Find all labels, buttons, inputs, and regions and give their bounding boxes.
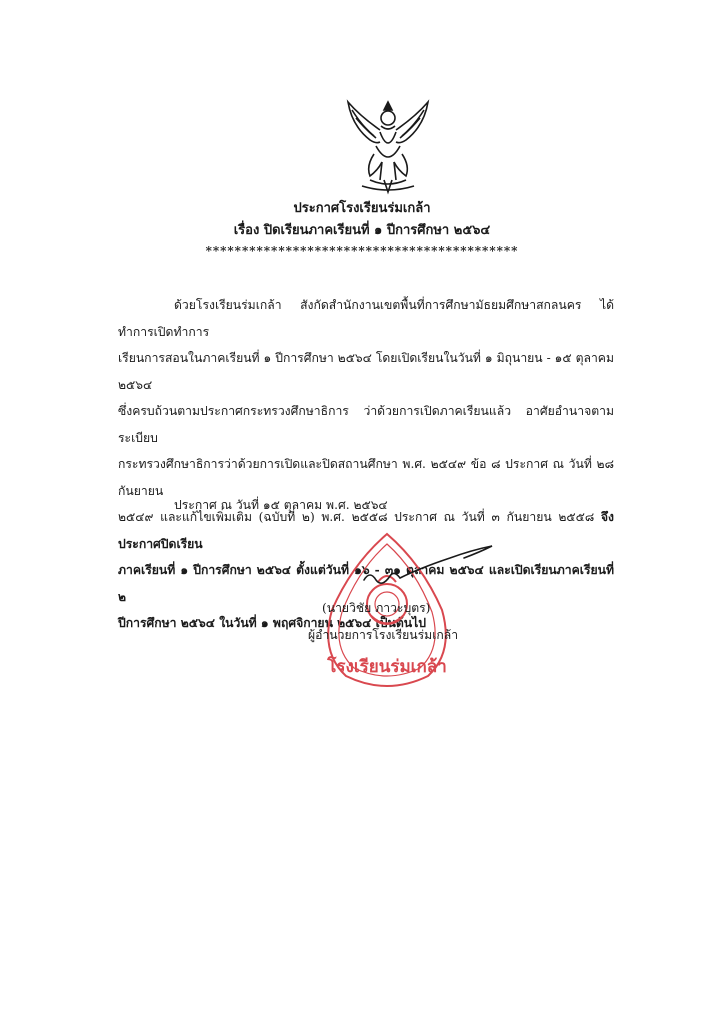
- signatory-position: ผู้อำนวยการโรงเรียนร่มเกล้า: [308, 628, 459, 642]
- body-line: ๒๕๔๙ และแก้ไขเพิ่มเติม (ฉบับที่ ๒) พ.ศ. ๒๕๕๘ ประกาศ ณ วันที่ ๓ กันยายน ๒๕๕๘ จึงประกาศปิดเรียน: [118, 510, 614, 551]
- announcement-title: ประกาศโรงเรียนร่มเกล้า: [293, 201, 431, 216]
- body-line: กระทรวงศึกษาธิการว่าด้วยการเปิดและปิดสถานศึกษา พ.ศ. ๒๕๔๙ ข้อ ๘ ประกาศ ณ วันที่ ๒๘ กันยายน: [118, 457, 614, 498]
- separator-line: *******************************************: [205, 244, 519, 258]
- announcement-date: ประกาศ ณ วันที่ ๑๕ ตุลาคม พ.ศ. ๒๕๖๔: [174, 498, 388, 512]
- body-line: ปีการศึกษา ๒๕๖๔ ในวันที่ ๑ พฤศจิกายน ๒๕๖๔ เป็นต้นไป: [118, 616, 426, 630]
- announcement-subject: เรื่อง ปิดเรียนภาคเรียนที่ ๑ ปีการศึกษา ๒๕๖๔: [233, 223, 491, 238]
- handwritten-signature-icon: [360, 540, 500, 600]
- seal-text: โรงเรียนร่มเกล้า: [327, 657, 447, 677]
- signatory-name: (นายวิชัย ภาวะบุตร): [322, 601, 431, 615]
- body-line: ซึ่งครบถ้วนตามประกาศกระทรวงศึกษาธิการ ว่าด้วยการเปิดภาคเรียนแล้ว อาศัยอำนาจตามระเบียบ: [118, 404, 614, 445]
- body-line: ภาคเรียนที่ ๑ ปีการศึกษา ๒๕๖๔ ตั้งแต่วันที่ ๑๖ - ๓๑ ตุลาคม ๒๕๖๔ และเปิดเรียนภาคเรียนที่ ๒: [118, 563, 614, 604]
- title-block: [0, 198, 724, 262]
- body-line: ด้วยโรงเรียนร่มเกล้า สังกัดสำนักงานเขตพื้นที่การศึกษามัธยมศึกษาสกลนคร ได้ทำการเปิดทำการ: [118, 298, 614, 339]
- body-line: เรียนการสอนในภาคเรียนที่ ๑ ปีการศึกษา ๒๕๖๔ โดยเปิดเรียนในวันที่ ๑ มิถุนายน - ๑๕ ตุลาคม ๒๕๖๔: [118, 351, 614, 392]
- garuda-emblem-icon: [340, 96, 436, 196]
